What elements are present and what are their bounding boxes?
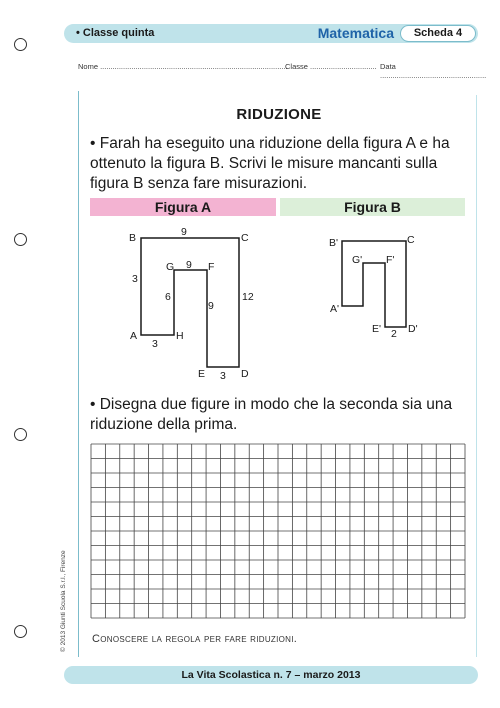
date-field[interactable]: Data ................................................... xyxy=(380,62,487,80)
vertex-label: E xyxy=(198,368,206,380)
vertex-label: C xyxy=(241,232,249,244)
measure-label: 9 xyxy=(186,259,192,271)
publication-label: La Vita Scolastica n. 7 – marzo 2013 xyxy=(181,669,361,681)
drawing-grid[interactable] xyxy=(90,443,466,619)
binder-hole xyxy=(14,233,27,246)
measure-label: 3 xyxy=(220,370,226,382)
binder-hole xyxy=(14,38,27,51)
vertex-label: A' xyxy=(330,303,340,315)
figure-a-label: Figura A xyxy=(90,198,276,216)
measure-label: 12 xyxy=(242,291,254,303)
class-field[interactable]: Classe ................................ xyxy=(285,62,377,71)
vertex-label: H xyxy=(176,330,184,342)
vertex-label: G' xyxy=(352,254,363,266)
vertex-label: A xyxy=(130,330,138,342)
class-label: • Classe quinta xyxy=(76,27,155,39)
worksheet-title: RIDUZIONE xyxy=(236,106,322,123)
exercise-2-text: • Disegna due figure in modo che la seconda sia una riduzione della prima. xyxy=(90,396,453,433)
vertex-label: F xyxy=(208,261,215,273)
vertex-label: B' xyxy=(329,237,339,249)
learning-objective: Conoscere la regola per fare riduzioni. xyxy=(92,633,298,645)
figure-b-label: Figura B xyxy=(280,198,465,216)
header-bar xyxy=(64,24,478,43)
measure-label: 2 xyxy=(391,328,397,340)
measure-label: 3 xyxy=(132,273,138,285)
measure-label: 6 xyxy=(165,291,171,303)
vertex-label: B xyxy=(129,232,137,244)
footer-bar xyxy=(64,666,478,684)
binder-hole xyxy=(14,625,27,638)
sheet-badge: Scheda 4 xyxy=(400,25,476,42)
binder-hole xyxy=(14,428,27,441)
measure-label: 9 xyxy=(208,300,214,312)
figure-a-shape xyxy=(120,222,270,382)
exercise-1-text: • Farah ha eseguito una riduzione della figura A e ha ottenuto la figura B. Scrivi le misure mancanti sulla figura B senza fare misurazioni. xyxy=(90,135,450,192)
vertex-label: F' xyxy=(386,254,395,266)
figure-b-shape xyxy=(325,228,425,348)
vertex-label: D' xyxy=(408,323,418,335)
measure-label: 9 xyxy=(181,226,187,238)
measure-label: 3 xyxy=(152,338,158,350)
subject-title: Matematica xyxy=(317,25,394,41)
vertex-label: C xyxy=(407,234,415,246)
vertex-label: D xyxy=(241,368,249,380)
copyright-note: © 2013 Giunti Scuola S.r.l., Firenze xyxy=(60,550,67,652)
vertex-label: G xyxy=(166,261,175,273)
vertex-label: E' xyxy=(372,323,382,335)
name-field[interactable]: Nome .......................................................................................... xyxy=(78,62,288,71)
